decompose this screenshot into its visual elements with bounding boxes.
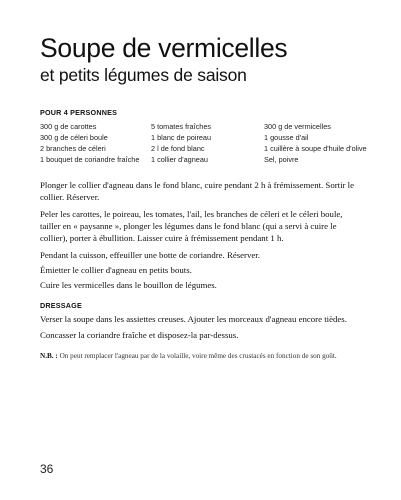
ingredient-item: 300 g de carottes — [40, 122, 97, 131]
step-paragraph: Cuire les vermicelles dans le bouillon de légumes. — [40, 280, 217, 290]
ingredient-item: 1 gousse d'ail — [264, 133, 309, 142]
ingredient-item: Sel, poivre — [264, 155, 299, 164]
ingredient-item: 1 collier d'agneau — [151, 155, 208, 164]
note — [40, 351, 370, 361]
ingredient-item: 2 l de fond blanc — [151, 144, 205, 153]
ingredient-item: 300 g de vermicelles — [264, 122, 331, 131]
ingredient-item: 1 bouquet de coriandre fraîche — [40, 155, 140, 164]
dressage-paragraph: Concasser la coriandre fraîche et disposez-la par-dessus. — [40, 330, 239, 340]
ingredient-item: 2 branches de céleri — [40, 144, 106, 153]
dressage-heading: DRESSAGE — [40, 301, 82, 310]
step-paragraph: Peler les carottes, le poireau, les tomates, l'ail, les branches de céleri et le céleri boule, tailler en « paysanne », plonger les légumes dans le fond blanc (qui a servi à cuire le collier), porter à ébullition. Laisser cuire à frémissement pendant 1 h. — [40, 209, 343, 244]
ingredient-item: 1 cuillère à soupe d'huile d'olive — [264, 144, 367, 153]
note-label: N.B. : — [40, 352, 58, 360]
recipe-title: Soupe de vermicelles — [40, 33, 288, 63]
recipe-subtitle: et petits légumes de saison — [40, 65, 247, 85]
step-paragraph: Émietter le collier d'agneau en petits bouts. — [40, 265, 192, 275]
servings-heading: POUR 4 PERSONNES — [40, 108, 118, 117]
page-number: 36 — [40, 462, 54, 476]
ingredients-column-2 — [151, 121, 211, 165]
step-paragraph: Plonger le collier d'agneau dans le fond blanc, cuire pendant 2 h à frémissement. Sortir le collier. Réserver. — [40, 180, 355, 203]
ingredient-item: 1 blanc de poireau — [151, 133, 212, 142]
step-paragraph: Pendant la cuisson, effeuiller une botte de coriandre. Réserver. — [40, 250, 260, 260]
ingredient-item: 300 g de céleri boule — [40, 133, 108, 142]
note-text: On peut remplacer l'agneau par de la volaille, voire même des crustacés en fonction de son goût. — [59, 352, 337, 360]
ingredient-item: 5 tomates fraîches — [151, 122, 212, 131]
ingredients-column-1 — [40, 121, 139, 165]
dressage-paragraph: Verser la soupe dans les assiettes creuses. Ajouter les morceaux d'agneau encore tièdes. — [40, 314, 347, 324]
ingredients-column-3 — [264, 121, 367, 165]
